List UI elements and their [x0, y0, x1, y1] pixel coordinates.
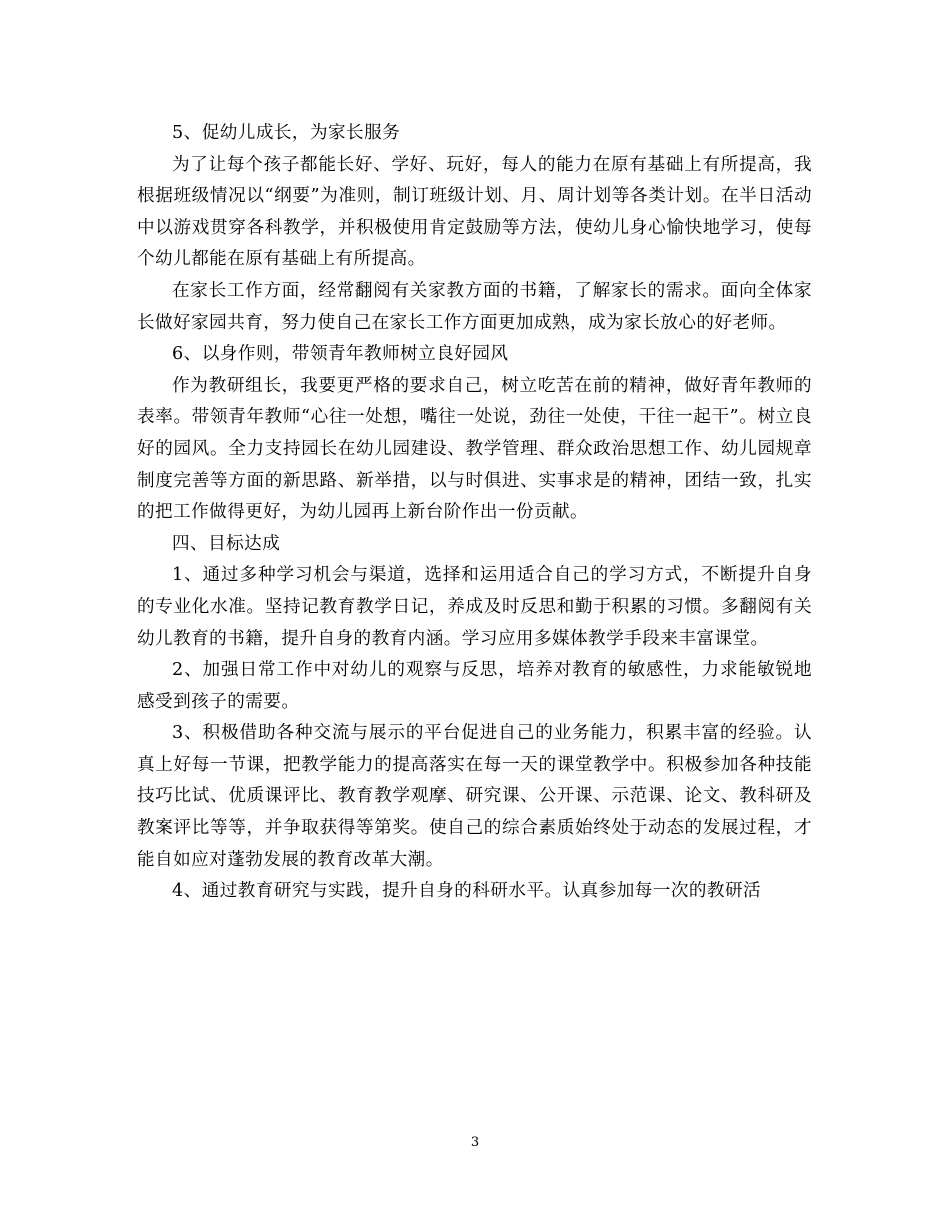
paragraph-leadership: 作为教研组长，我要更严格的要求自己，树立吃苦在前的精神，做好青年教师的表率。带领青年教师“心往一处想，嘴往一处说，劲往一处使，干往一起干”。树立良好的园风。全力支持园长在幼儿园建设、教学管理、群众政治思想工作、幼儿园规章制度完善等方面的新思路、新举措，以与时俱进、实事求是的精神，团结一致，扎实的把工作做得更好，为幼儿园再上新台阶作出一份贡献。 [137, 375, 812, 523]
document-body [137, 118, 812, 908]
goal-item-3: 3、积极借助各种交流与展示的平台促进自己的业务能力，积累丰富的经验。认真上好每一节课，把教学能力的提高落实在每一天的课堂教学中。积极参加各种技能技巧比试、优质课评比、教育教学观摩、研究课、公开课、示范课、论文、教科研及教案评比等等，并争取获得等第奖。使自己的综合素质始终处于动态的发展过程，才能自如应对蓬勃发展的教育改革大潮。 [137, 723, 812, 870]
paragraph-parent-work: 在家长工作方面，经常翻阅有关家教方面的书籍，了解家长的需求。面向全体家长做好家园共育，努力使自己在家长工作方面更加成熟，成为家长放心的好老师。 [137, 280, 812, 333]
section-heading-6: 6、以身作则，带领青年教师树立良好园风 [172, 344, 509, 365]
paragraph-planning: 为了让每个孩子都能长好、学好、玩好，每人的能力在原有基础上有所提高，我根据班级情况以“纲要”为准则，制订班级计划、月、周计划等各类计划。在半日活动中以游戏贯穿各科教学，并积极使用肯定鼓励等方法，使幼儿身心愉快地学习，使每个幼儿都能在原有基础上有所提高。 [137, 154, 812, 270]
page-number: 3 [470, 1135, 480, 1150]
goal-item-2: 2、加强日常工作中对幼儿的观察与反思，培养对教育的敏感性，力求能敏锐地感受到孩子的需要。 [137, 660, 812, 712]
goal-item-4: 4、通过教育研究与实践，提升自身的科研水平。认真参加每一次的教研活 [172, 881, 762, 902]
section-heading-5: 5、促幼儿成长，为家长服务 [172, 123, 401, 143]
section-heading-goals: 四、目标达成 [172, 533, 281, 554]
goal-item-1: 1、通过多种学习机会与渠道，选择和运用适合自己的学习方式，不断提升自身的专业化水准。坚持记教育教学日记，养成及时反思和勤于积累的习惯。多翻阅有关幼儿教育的书籍，提升自身的教育内涵。学习应用多媒体教学手段来丰富课堂。 [137, 565, 812, 649]
